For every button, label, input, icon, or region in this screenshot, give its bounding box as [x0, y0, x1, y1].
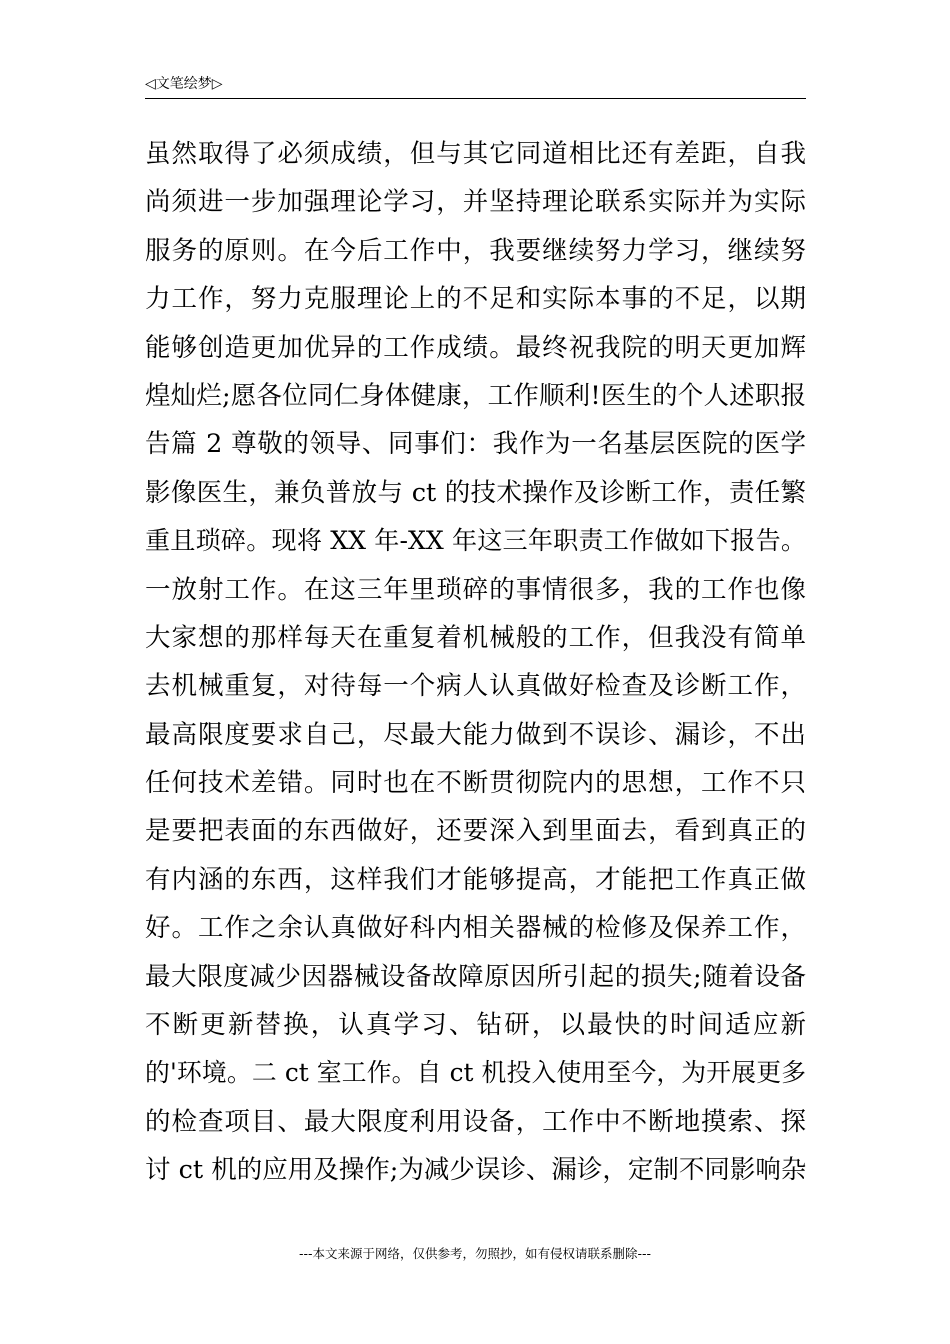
document-body: [145, 130, 806, 1195]
text-line: 服务的原则。在今后工作中，我要继续努力学习，继续努: [145, 235, 806, 266]
header-label: ◁文笔绘梦▷: [145, 76, 223, 92]
text-line: 讨 ct 机的应用及操作;为减少误诊、漏诊，定制不同影响杂: [145, 1155, 807, 1186]
text-line: 的'环境。二 ct 室工作。自 ct 机投入使用至今，为开展更多: [145, 1058, 806, 1088]
text-line: 最大限度减少因器械设备故障原因所引起的损失;随着设备: [145, 961, 806, 992]
text-line: 一放射工作。在这三年里琐碎的事情很多，我的工作也像: [145, 574, 806, 605]
text-line: 尚须进一步加强理论学习，并坚持理论联系实际并为实际: [145, 187, 806, 218]
footer-notice: ---本文来源于网络，仅供参考，勿照抄，如有侵权请联系删除---: [298, 1246, 652, 1261]
text-line: 告篇 2 尊敬的领导、同事们：我作为一名基层医院的医学: [145, 429, 806, 460]
text-line: 重且琐碎。现将 XX 年-XX 年这三年职责工作做如下报告。: [145, 526, 806, 556]
page-header: [145, 74, 806, 99]
text-line: 虽然取得了必须成绩，但与其它同道相比还有差距，自我: [145, 139, 806, 169]
text-line: 好。工作之余认真做好科内相关器械的检修及保养工作，: [145, 913, 806, 944]
text-line: 最高限度要求自己，尽最大能力做到不误诊、漏诊，不出: [145, 719, 806, 750]
text-line: 有内涵的东西，这样我们才能够提高，才能把工作真正做: [145, 864, 806, 895]
text-line: 影像医生，兼负普放与 ct 的技术操作及诊断工作，责任繁: [145, 477, 806, 508]
text-line: 不断更新替换，认真学习、钻研，以最快的时间适应新: [145, 1010, 806, 1041]
text-line: 是要把表面的东西做好，还要深入到里面去，看到真正的: [145, 816, 806, 847]
text-line: 大家想的那样每天在重复着机械般的工作，但我没有简单: [145, 622, 806, 653]
text-line: 能够创造更加优异的工作成绩。最终祝我院的明天更加辉: [145, 332, 806, 363]
text-line: 煌灿烂;愿各位同仁身体健康，工作顺利!医生的个人述职报: [145, 380, 806, 411]
text-line: 任何技术差错。同时也在不断贯彻院内的思想，工作不只: [145, 768, 806, 799]
text-line: 力工作，努力克服理论上的不足和实际本事的不足，以期: [145, 284, 806, 315]
text-line: 去机械重复，对待每一个病人认真做好检查及诊断工作，: [145, 671, 806, 702]
text-line: 的检查项目、最大限度利用设备，工作中不断地摸索、探: [145, 1106, 806, 1137]
